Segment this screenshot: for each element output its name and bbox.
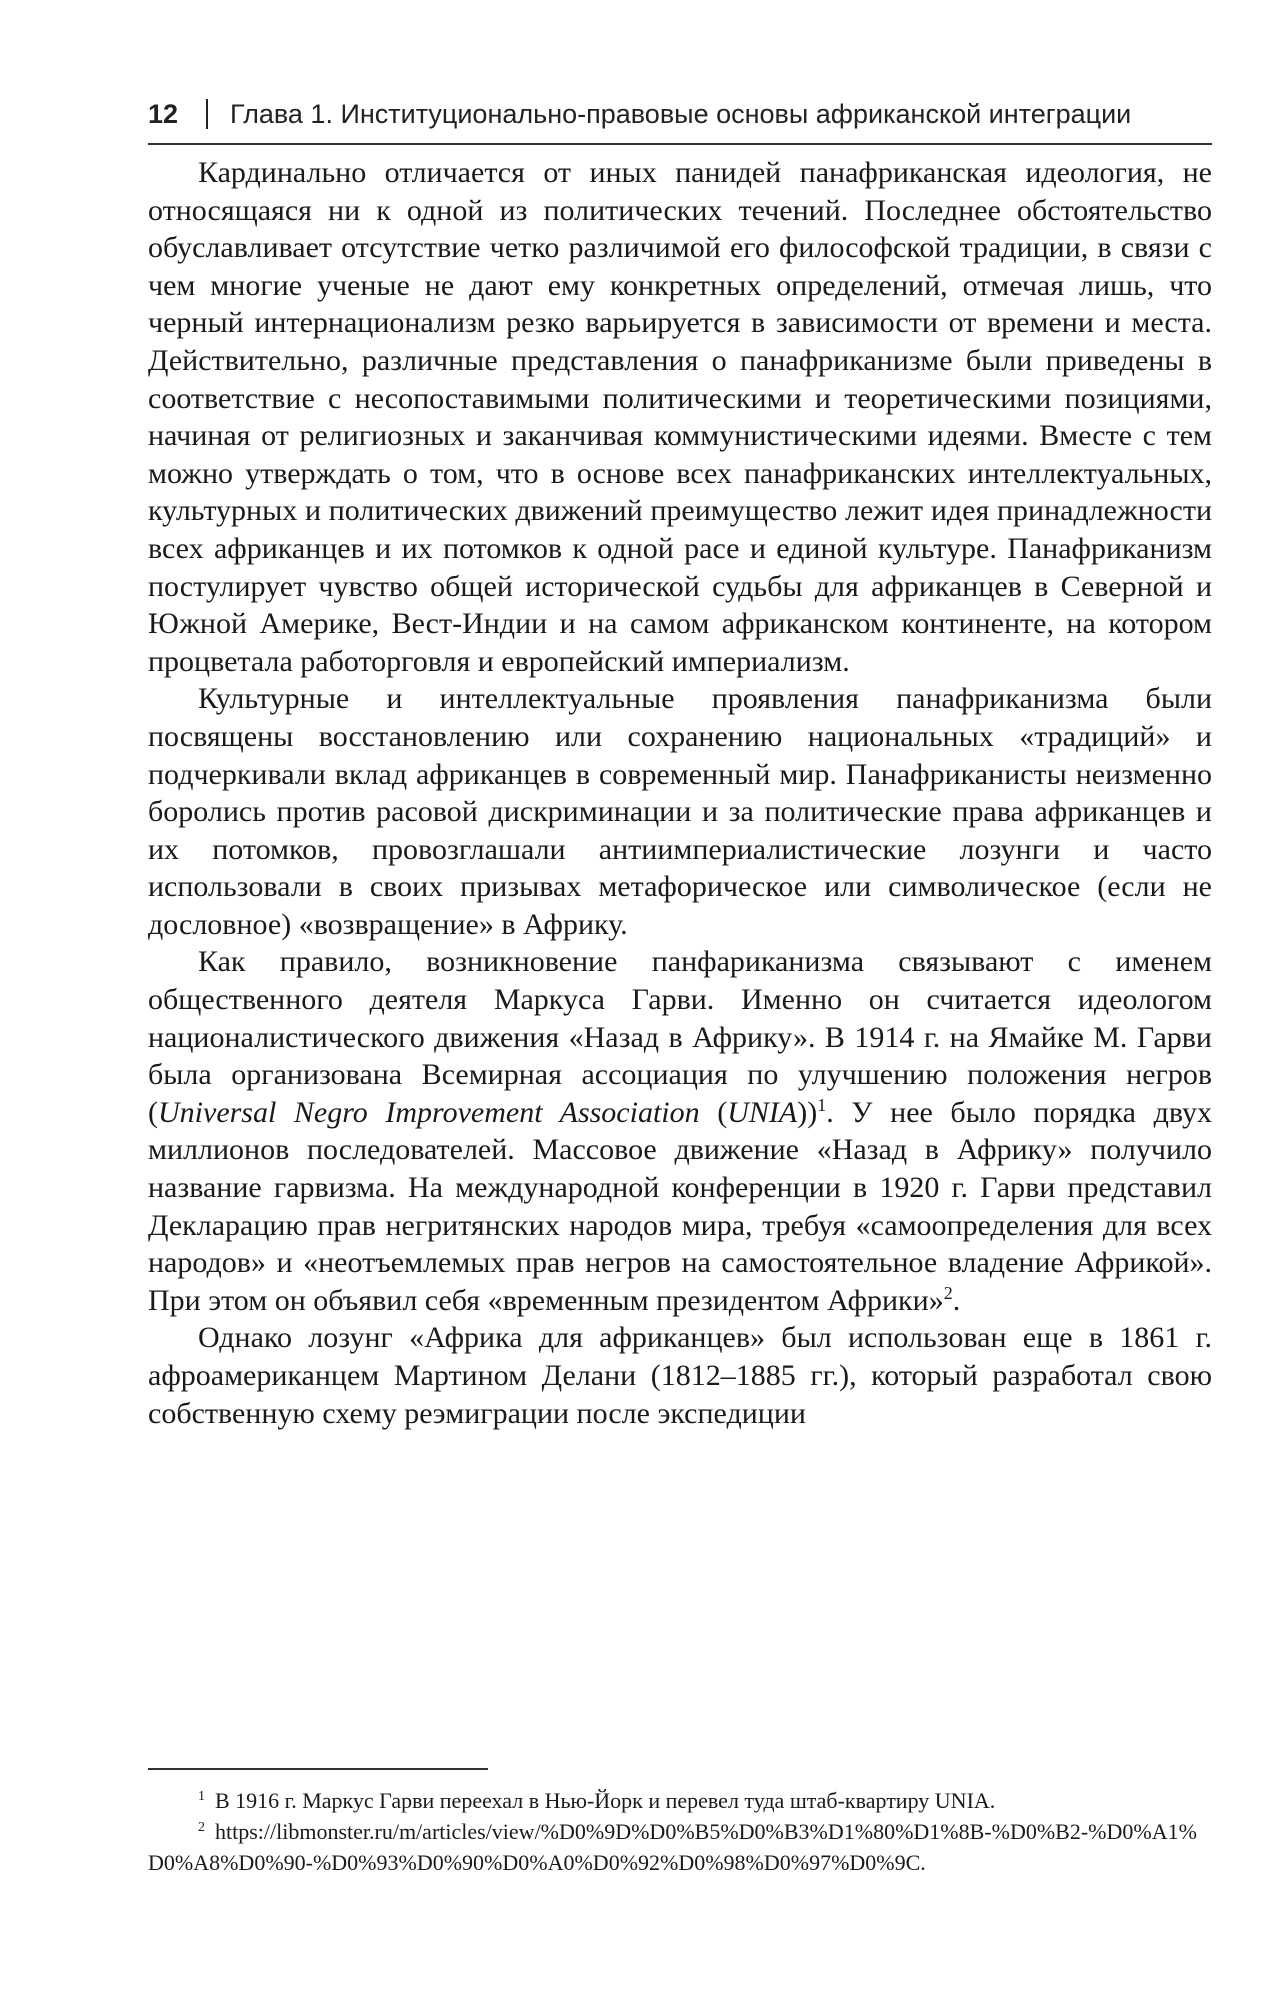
footnote-2-mark: 2 xyxy=(198,1819,205,1835)
body-text xyxy=(148,154,1212,1432)
footnote-ref-2[interactable]: 2 xyxy=(943,1282,953,1303)
paragraph-3-text-a: Как правило, возникновение панфариканизма связывают с именем общественного деятеля Маркуса Гарви. Именно он считается идеологом националистического движения «Назад в Африку». В 1914 г. на Ямайке М. Гарви была организована Всемирная ассоциация по улучшению положения негров ( xyxy=(148,945,1212,1129)
footnote-rule xyxy=(148,1768,488,1770)
organization-name-italic: Universal Negro Improvement Association xyxy=(158,1095,700,1129)
paragraph-3-text-b: ( xyxy=(699,1095,728,1129)
header-rule xyxy=(148,143,1212,145)
footnote-2 xyxy=(148,1816,1212,1878)
footnotes xyxy=(148,1785,1212,1878)
paragraph-3 xyxy=(148,943,1212,1319)
footnote-1-mark: 1 xyxy=(198,1788,205,1804)
footnote-1 xyxy=(148,1785,1212,1816)
chapter-title: Глава 1. Институционально-правовые основы африканской интеграции xyxy=(230,98,1132,129)
footnote-ref-1[interactable]: 1 xyxy=(817,1094,827,1115)
paragraph-3-text-c: )) xyxy=(797,1095,818,1129)
running-header xyxy=(148,94,1212,134)
footnote-1-text: В 1916 г. Маркус Гарви переехал в Нью-Йорк и перевел туда штаб-квартиру UNIA. xyxy=(215,1788,996,1813)
paragraph-1: Кардинально отличается от иных панидей панафриканская идеология, не относящаяся ни к одной из политических течений. Последнее обстоятельство обуславливает отсутствие четко различимой его философской традиции, в связи с чем многие ученые не дают ему конкретных определений, отмечая лишь, что черный интернационализм резко варьируется в зависимости от времени и места. Действительно, различные представления о панафриканизме были приведены в соответствие с несопоставимыми политическими и теоретическими позициями, начиная от религиозных и заканчивая коммунистическими идеями. Вместе с тем можно утверждать о том, что в основе всех панафриканских интеллектуальных, культурных и политических движений преимущество лежит идея принадлежности всех африканцев и их потомков к одной расе и единой культуре. Панафриканизм постулирует чувство общей исторической судьбы для африканцев в Северной и Южной Америке, Вест-Индии и на самом африканском континенте, на котором процветала работорговля и европейский империализм. xyxy=(148,156,1212,678)
acronym-italic: UNIA xyxy=(727,1095,798,1129)
paragraph-3-text-d: . У нее было порядка двух миллионов последователей. Массовое движение «Назад в Африку» получило название гарвизма. На международной конференции в 1920 г. Гарви представил Декларацию прав негритянских народов мира, требуя «самоопределения для всех народов» и «неотъемлемых прав негров на самостоятельное владение Африкой». При этом он объявил себя «временным президентом Африки» xyxy=(148,1095,1212,1317)
header-separator xyxy=(206,99,208,129)
footnote-2-url-link[interactable]: https://libmonster.ru/m/articles/view/%D0%9D%D0%B5%D0%B3%D1%80%D1%8B-%D0%B2-%D0%A1%D0%A8%D0%90-%D0%93%D0%90%D0%A0%D0%92%D0%98%D0%97%D0%9C. xyxy=(148,1819,1197,1875)
paragraph-4: Однако лозунг «Африка для африканцев» был использован еще в 1861 г. афроамериканцем Мартином Делани (1812–1885 гг.), который разработал свою собственную схему реэмиграции после экспедиции xyxy=(148,1321,1212,1430)
page-number: 12 xyxy=(148,98,179,129)
paragraph-3-text-e: . xyxy=(952,1283,961,1317)
paragraph-2: Культурные и интеллектуальные проявления панафриканизма были посвящены восстановлению или сохранению национальных «традиций» и подчеркивали вклад африканцев в современный мир. Панафриканисты неизменно боролись против расовой дискриминации и за политические права африканцев и их потомков, провозглашали антиимпериалистические лозунги и часто использовали в своих призывах метафорическое или символическое (если не дословное) «возвращение» в Африку. xyxy=(148,682,1212,941)
